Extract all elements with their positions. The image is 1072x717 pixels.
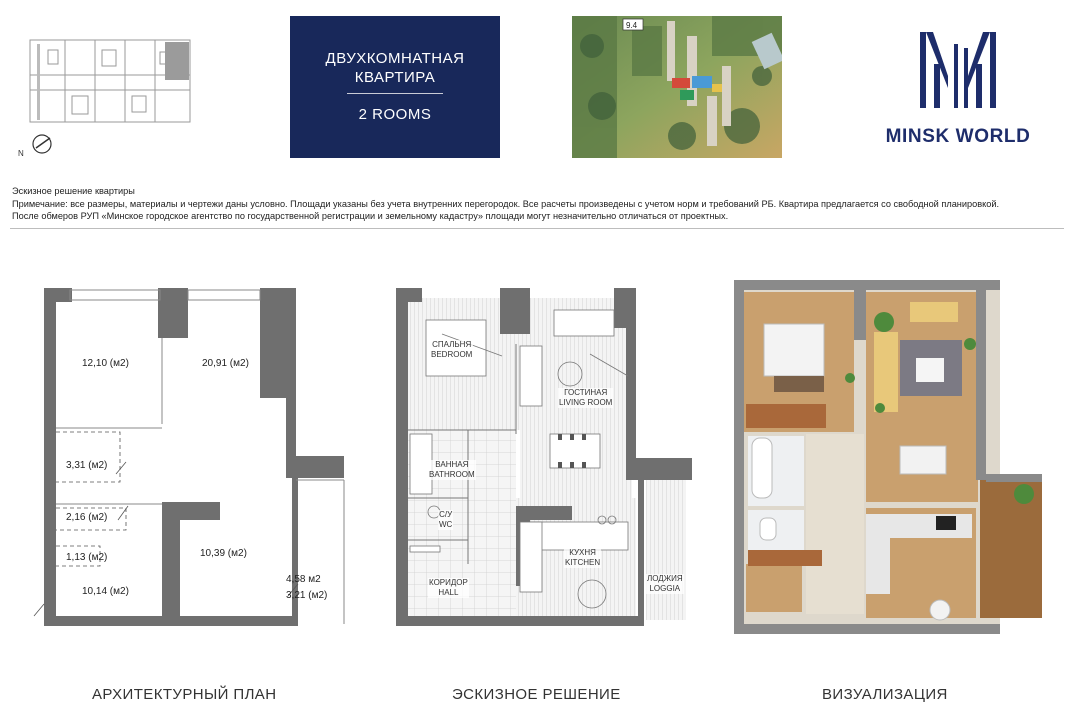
logo-text: MINSK WORLD [885, 126, 1031, 147]
room-wc-ru: С/У [439, 510, 453, 519]
floor-key-plan [10, 30, 220, 160]
area-loggia: 3,21 (м2) [286, 590, 328, 601]
room-hall [428, 578, 469, 598]
compass-icon [33, 135, 51, 153]
sketch-plan [390, 284, 695, 629]
room-bathroom [428, 460, 476, 480]
room-bedroom [430, 340, 473, 360]
logo-mark-icon [868, 26, 1048, 121]
room-bedroom-en: BEDROOM [431, 350, 473, 359]
room-hall-en: HALL [438, 588, 459, 597]
room-loggia [646, 574, 684, 594]
notes-block [12, 185, 1067, 223]
visualization-render [730, 278, 1050, 638]
room-living-en: LIVING ROOM [559, 398, 613, 407]
header-divider [10, 228, 1064, 229]
title-line-2: КВАРТИРА [354, 69, 436, 86]
caption-arch-plan: АРХИТЕКТУРНЫЙ ПЛАН [92, 686, 277, 703]
room-wc-en: WC [439, 520, 453, 529]
room-kitchen [564, 548, 601, 568]
area-closet: 1,13 (м2) [66, 552, 108, 563]
room-bath-en: BATHROOM [429, 470, 475, 479]
minsk-world-logo [868, 26, 1048, 156]
room-wc [438, 510, 453, 530]
title-rule [347, 93, 443, 94]
room-loggia-ru: ЛОДЖИЯ [647, 574, 683, 583]
area-bedroom: 12,10 (м2) [82, 358, 129, 369]
rooms-count-en: 2 ROOMS [358, 106, 432, 123]
notes-line-2: После обмеров РУП «Минское городское агентство по государственной регистрации и земельному кадастру» площади могут незначительно отличаться от проектных. [12, 211, 729, 221]
visualization-drawing [730, 278, 1050, 638]
architectural-plan [30, 284, 350, 629]
apartment-title-box [290, 16, 500, 158]
room-kitchen-en: KITCHEN [565, 558, 601, 567]
apartment-title [290, 49, 500, 87]
area-loggia-total: 4,58 м2 [286, 574, 321, 585]
room-hall-ru: КОРИДОР [429, 578, 468, 587]
area-bath: 3,31 (м2) [66, 460, 108, 471]
room-bath-ru: ВАННАЯ [435, 460, 469, 469]
room-kitchen-ru: КУХНЯ [569, 548, 596, 557]
room-living-ru: ГОСТИНАЯ [564, 388, 608, 397]
caption-sketch-plan: ЭСКИЗНОЕ РЕШЕНИЕ [452, 686, 621, 703]
map-label: 9.4 [626, 21, 638, 30]
area-kitchen: 10,39 (м2) [200, 548, 247, 559]
area-hall: 10,14 (м2) [82, 586, 129, 597]
notes-line-1: Примечание: все размеры, материалы и чертежи даны условно. Площади указаны без учета внутренних перегородок. Все расчеты произведены с учетом норм и требований РБ. Квартира предлагается со свободной планировкой. [12, 198, 1000, 209]
room-bedroom-ru: СПАЛЬНЯ [432, 340, 472, 349]
area-living: 20,91 (м2) [202, 358, 249, 369]
caption-visualization: ВИЗУАЛИЗАЦИЯ [822, 686, 948, 703]
compass-label: N [18, 149, 24, 158]
room-loggia-en: LOGGIA [649, 584, 681, 593]
title-line-1: ДВУХКОМНАТНАЯ [325, 50, 465, 67]
aerial-site-image [572, 16, 782, 158]
notes-heading: Эскизное решение квартиры [12, 186, 135, 196]
room-living [558, 388, 613, 408]
area-wc: 2,16 (м2) [66, 512, 108, 523]
